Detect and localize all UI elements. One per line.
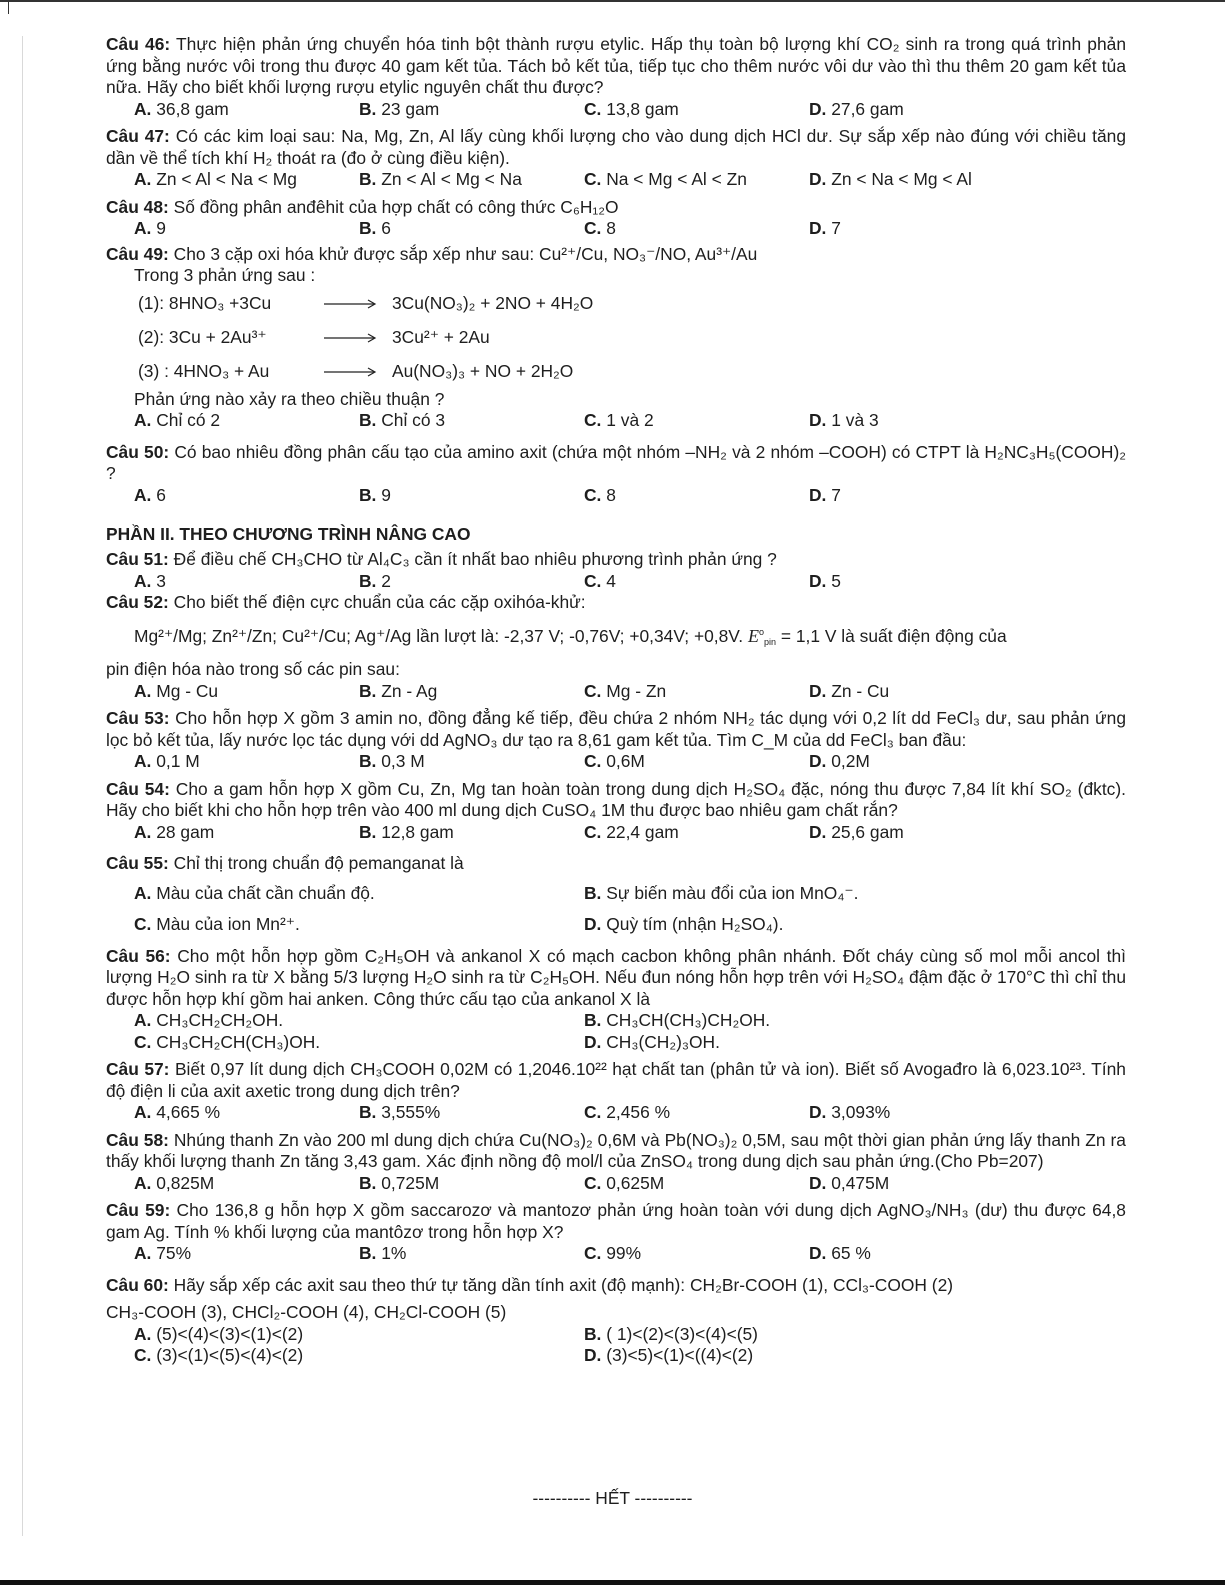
question-53	[106, 708, 1126, 773]
option-a: A. 36,8 gam	[134, 98, 229, 119]
scan-margin-line	[22, 36, 23, 1536]
question-number: Câu 56:	[106, 945, 171, 966]
question-number: Câu 58:	[106, 1129, 169, 1150]
option-c: C. 2,456 %	[584, 1102, 671, 1122]
reaction-arrow-icon	[324, 333, 378, 343]
potentials-line: Mg²⁺/Mg; Zn²⁺/Zn; Cu²⁺/Cu; Ag⁺/Ag lần lượt là: -2,37 V; -0,76V; +0,34V; +0,8V. $E^o_{pin} = 1,1$ V là suất điện động của	[134, 625, 1007, 647]
option-c: C. Mg - Zn	[584, 680, 667, 701]
reaction-arrow-icon	[324, 367, 378, 377]
question-text: Cho a gam hỗn hợp X gồm Cu, Zn, Mg tan hoàn toàn trong dung dịch H₂SO₄ đặc, nóng thu được 7,84 lít khí SO₂ (đktc). Hãy cho biết khi cho hỗn hợp trên vào 400 ml dung dịch CuSO₄ 1M thu được bao nhiêu gam chất rắn?	[106, 778, 1126, 820]
reactions-intro: Trong 3 phản ứng sau :	[134, 265, 316, 285]
question-text: Biết 0,97 lít dung dịch CH₃COOH 0,02M có 1,2046.10²² hạt chất tan (phân tử và ion). Biết số Avogađro là 6,023.10²³. Tính độ điện li của axit axetic trong dung dịch trên?	[106, 1059, 1126, 1101]
question-56	[106, 946, 1126, 1054]
option-a: A. Zn < Al < Na < Mg	[134, 169, 297, 189]
option-d: D. CH₃(CH₂)₃OH.	[584, 1031, 720, 1052]
question-text: Cho một hỗn hợp gồm C₂H₅OH và ankanol X có mạch cacbon không phân nhánh. Đốt cháy cùng số mol mỗi ancol thì lượng H₂O sinh ra từ X bằng 5/3 lượng H₂O sinh ra từ C₂H₅OH. Nếu đun nóng hỗn hợp trên với H₂SO₄ đậm đặc ở 170°C thì chỉ thu được hỗn hợp khí gồm hai anken. Công thức cấu tạo của ankanol X là	[106, 945, 1126, 1009]
question-55	[106, 853, 1126, 936]
option-b: B. 6	[359, 218, 391, 238]
question-51	[106, 549, 1126, 592]
reaction-question: Phản ứng nào xảy ra theo chiều thuận ?	[134, 388, 445, 409]
option-a: A. 0,825M	[134, 1172, 215, 1193]
scan-edge-left	[8, 0, 9, 14]
option-d: D. (3)<5)<(1)<((4)<(2)	[584, 1345, 754, 1365]
option-a: A. (5)<(4)<(3)<(1)<(2)	[134, 1323, 304, 1344]
option-d: D. Quỳ tím (nhận H₂SO₄).	[584, 914, 784, 934]
option-c: C. 13,8 gam	[584, 98, 679, 119]
question-text: Hãy sắp xếp các axit sau theo thứ tự tăng dần tính axit (độ mạnh): CH₂Br-COOH (1), CCl₃-COOH (2)	[173, 1274, 954, 1295]
option-c: C. 22,4 gam	[584, 821, 679, 842]
reaction-arrow-icon	[324, 299, 378, 309]
option-c: C. 99%	[584, 1243, 642, 1263]
option-a: A. Màu của chất cần chuẩn độ.	[134, 882, 375, 903]
reaction-2: (2): 3Cu + 2Au³⁺ 3Cu²⁺ + 2Au	[138, 326, 490, 347]
option-d: D. 7	[809, 484, 841, 505]
question-text-continued: CH₃-COOH (3), CHCl₂-COOH (4), CH₂Cl-COOH (5)	[106, 1302, 507, 1322]
option-a: A. CH₃CH₂CH₂OH.	[134, 1010, 284, 1030]
option-c: C. CH₃CH₂CH(CH₃)OH.	[134, 1031, 321, 1052]
question-text: Số đồng phân anđêhit của hợp chất có công thức C₆H₁₂O	[173, 196, 619, 217]
question-number: Câu 60:	[106, 1274, 169, 1295]
option-a: A. 4,665 %	[134, 1102, 221, 1122]
option-b: B. 12,8 gam	[359, 821, 454, 842]
option-d: D. 25,6 gam	[809, 821, 904, 842]
question-number: Câu 48:	[106, 196, 169, 217]
option-a: A. 6	[134, 484, 166, 505]
reaction-1: (1): 8HNO₃ +3Cu 3Cu(NO₃)₂ + 2NO + 4H₂O	[138, 292, 594, 313]
scan-edge-bottom	[0, 1580, 1225, 1585]
question-number: Câu 59:	[106, 1200, 171, 1220]
option-c: C. 0,6M	[584, 751, 645, 771]
question-text-continued: pin điện hóa nào trong số các pin sau:	[106, 659, 400, 679]
option-c: C. Màu của ion Mn²⁺.	[134, 914, 300, 934]
option-a: A. 3	[134, 570, 166, 591]
reaction-3: (3) : 4HNO₃ + Au Au(NO₃)₃ + NO + 2H₂O	[138, 360, 574, 381]
option-d: D. Zn < Na < Mg < Al	[809, 169, 972, 189]
option-d: D. 5	[809, 570, 841, 591]
question-text: Cho biết thế điện cực chuẩn của các cặp oxihóa-khử:	[173, 592, 586, 612]
option-b: B. Zn < Al < Mg < Na	[359, 169, 522, 189]
option-d: D. 3,093%	[809, 1102, 891, 1122]
question-number: Câu 53:	[106, 708, 170, 728]
option-a: A. 9	[134, 218, 166, 238]
question-number: Câu 51:	[106, 549, 169, 569]
option-b: B. 23 gam	[359, 98, 440, 119]
question-number: Câu 54:	[106, 778, 170, 799]
question-52	[106, 592, 1126, 702]
scan-edge-top	[0, 0, 1225, 2]
question-text: Nhúng thanh Zn vào 200 ml dung dịch chứa Cu(NO₃)₂ 0,6M và Pb(NO₃)₂ 0,5M, sau một thời gian phản ứng lấy thanh Zn ra thấy khối lượng thanh Zn tăng 3,43 gam. Xác định nồng độ mol/l của ZnSO₄ trong dung dịch sau phản ứng.(Cho Pb=207)	[106, 1129, 1126, 1171]
option-b: B. Sự biến màu đổi của ion MnO₄⁻.	[584, 882, 859, 903]
question-number: Câu 55:	[106, 853, 169, 873]
question-text: Có bao nhiêu đồng phân cấu tạo của amino axit (chứa một nhóm –NH₂ và 2 nhóm –COOH) có CTPT là H₂NC₃H₅(COOH)₂ ?	[106, 441, 1126, 483]
option-d: D. 0,475M	[809, 1172, 890, 1193]
option-c: C. 8	[584, 484, 616, 505]
option-b: B. 0,725M	[359, 1172, 440, 1193]
option-b: B. 2	[359, 570, 391, 591]
question-58	[106, 1130, 1126, 1195]
question-49	[106, 244, 1126, 432]
question-text: Cho 3 cặp oxi hóa khử được sắp xếp như sau: Cu²⁺/Cu, NO₃⁻/NO, Au³⁺/Au	[173, 243, 758, 264]
question-50	[106, 442, 1126, 507]
option-c: C. Na < Mg < Al < Zn	[584, 169, 747, 189]
question-text: Chỉ thị trong chuẩn độ pemanganat là	[173, 853, 464, 873]
option-d: D. 7	[809, 218, 841, 238]
option-a: A. 75%	[134, 1243, 192, 1263]
question-number: Câu 49:	[106, 243, 169, 264]
question-47	[106, 126, 1126, 191]
option-b: B. CH₃CH(CH₃)CH₂OH.	[584, 1010, 771, 1030]
option-c: C. 4	[584, 570, 616, 591]
question-54	[106, 779, 1126, 844]
question-60	[106, 1275, 1126, 1367]
question-text: Cho 136,8 g hỗn hợp X gồm saccarozơ và mantozơ phản ứng hoàn toàn với dung dịch AgNO₃/NH₃ (dư) thu được 64,8 gam Ag. Tính % khối lượng của mantôzơ trong hỗn hợp X?	[106, 1200, 1126, 1242]
question-text: Để điều chế CH₃CHO từ Al₄C₃ cần ít nhất bao nhiêu phương trình phản ứng ?	[173, 549, 777, 569]
question-number: Câu 46:	[106, 34, 171, 54]
option-c: C. 1 và 2	[584, 410, 654, 430]
option-c: C. 8	[584, 218, 616, 238]
option-d: D. 27,6 gam	[809, 98, 904, 119]
question-number: Câu 47:	[106, 126, 170, 146]
option-c: C. (3)<(1)<(5)<(4)<(2)	[134, 1345, 304, 1365]
option-b: B. 0,3 M	[359, 751, 425, 771]
question-48	[106, 197, 1126, 240]
option-c: C. 0,625M	[584, 1172, 665, 1193]
question-59	[106, 1200, 1126, 1265]
end-marker: ---------- HẾT ----------	[532, 1488, 693, 1508]
question-text: Thực hiện phản ứng chuyển hóa tinh bột thành rượu etylic. Hấp thụ toàn bộ lượng khí CO₂ sinh ra trong quá trình phản ứng bằng nước vôi trong thu được 40 gam kết tủa. Tách bỏ kết tủa, tiếp tục cho thêm nước vôi dư vào thì thu thêm 20 gam kết tủa nữa. Hãy cho biết khối lượng rượu etylic nguyên chất thu được?	[106, 34, 1126, 97]
question-57	[106, 1059, 1126, 1124]
option-b: B. ( 1)<(2)<(3)<(4)<(5)	[584, 1323, 758, 1344]
exam-page	[106, 34, 1126, 1367]
option-d: D. Zn - Cu	[809, 680, 890, 701]
option-a: A. 0,1 M	[134, 751, 200, 771]
option-b: B. Chỉ có 3	[359, 410, 446, 430]
question-46	[106, 34, 1126, 120]
option-d: D. 1 và 3	[809, 410, 879, 430]
option-b: B. 1%	[359, 1243, 407, 1263]
option-b: B. 9	[359, 484, 391, 505]
question-number: Câu 57:	[106, 1059, 170, 1079]
option-b: B. 3,555%	[359, 1102, 441, 1122]
option-a: A. 28 gam	[134, 821, 215, 842]
option-b: B. Zn - Ag	[359, 680, 438, 701]
option-a: A. Chỉ có 2	[134, 410, 221, 430]
option-d: D. 0,2M	[809, 751, 870, 771]
option-a: A. Mg - Cu	[134, 680, 219, 701]
option-d: D. 65 %	[809, 1243, 871, 1263]
question-number: Câu 52:	[106, 592, 169, 612]
question-number: Câu 50:	[106, 441, 170, 462]
question-text: Có các kim loại sau: Na, Mg, Zn, Al lấy cùng khối lượng cho vào dung dịch HCl dư. Sự sắp xếp nào đúng với chiều tăng dần về thể tích khí H₂ thoát ra (đo ở cùng điều kiện).	[106, 126, 1126, 168]
section-heading: PHẦN II. THEO CHƯƠNG TRÌNH NÂNG CAO	[106, 524, 471, 544]
question-text: Cho hỗn hợp X gồm 3 amin no, đồng đẳng kế tiếp, đều chứa 2 nhóm NH₂ tác dụng với 0,2 lít dd FeCl₃ dư, sau phản ứng lọc bỏ kết tủa, lấy nước lọc tác dụng với dd AgNO₃ dư tạo ra 8,61 gam kết tủa. Tìm C_M của dd FeCl₃ ban đầu:	[106, 708, 1126, 750]
